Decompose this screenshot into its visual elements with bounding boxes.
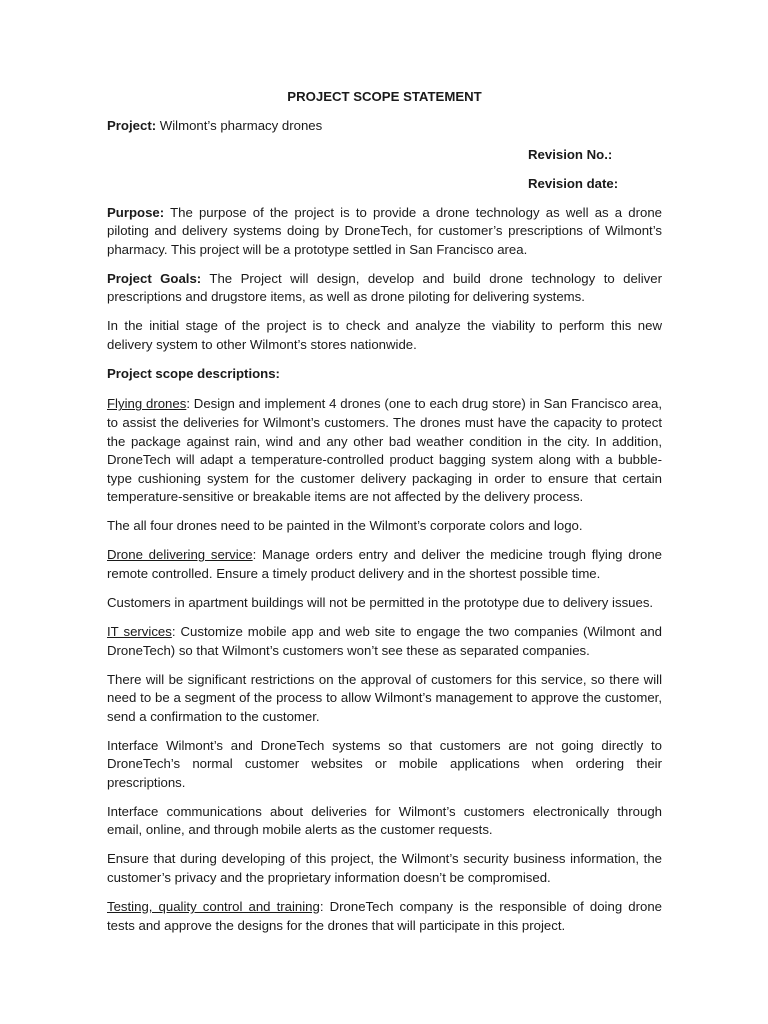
delivering-service-paragraph [107, 546, 662, 583]
project-label: Project: [107, 117, 157, 133]
purpose-text: The purpose of the project is to provide a drone technology as well as a drone piloting and delivery systems doing by DroneTech, for customer’s prescriptions of Wilmont’s pharmacy. This project will be a prototype settled in San Francisco area. [107, 204, 662, 257]
it-services-label: IT services [107, 623, 172, 639]
project-line [107, 117, 662, 136]
initial-stage-paragraph: In the initial stage of the project is to check and analyze the viability to perform this new delivery system to other Wilmont’s stores nationwide. [107, 318, 662, 352]
apartment-paragraph: Customers in apartment buildings will not be permitted in the prototype due to delivery issues. [107, 594, 654, 610]
testing-paragraph [107, 898, 662, 935]
document-page [107, 88, 662, 946]
goals-paragraph [107, 270, 662, 307]
testing-text: : DroneTech company is the responsible of doing drone tests and approve the designs for the drones that will participate in this project. [107, 899, 662, 933]
goals-label: Project Goals: [107, 270, 202, 286]
document-title: PROJECT SCOPE STATEMENT [287, 89, 482, 104]
scope-heading: Project scope descriptions: [107, 365, 280, 381]
revision-date-label: Revision date: [528, 175, 619, 191]
painted-paragraph: The all four drones need to be painted in the Wilmont’s corporate colors and logo. [107, 518, 583, 534]
project-name: Wilmont’s pharmacy drones [156, 117, 323, 133]
delivering-service-label: Drone delivering service [107, 547, 253, 563]
interface-paragraph: Interface Wilmont’s and DroneTech systems so that customers are not going directly to DroneTech’s normal customer websites or mobile applications when ordering their prescriptions. [107, 737, 662, 790]
it-services-text: : Customize mobile app and web site to engage the two companies (Wilmont and DroneTech) so that Wilmont’s customers won’t see these as separated companies. [107, 623, 662, 658]
flying-drones-text: : Design and implement 4 drones (one to each drug store) in San Francisco area, to assist the deliveries for Wilmont’s customers. The drones must have the capacity to protect the package against rain, wind and any other bad weather condition in the city. In addition, DroneTech will adapt a temperature-controlled product bagging system along with a bubble-type cushioning system for the customer delivery packaging in order to ensure that certain temperature-sensitive or breakable items are not affected by the delivery process. [107, 396, 662, 505]
it-services-paragraph [107, 623, 662, 660]
revision-no-label: Revision No.: [528, 146, 613, 162]
delivering-service-text: : Manage orders entry and deliver the medicine trough flying drone remote controlled. Ensure a timely product delivery and in the shortest possible time. [107, 547, 662, 581]
flying-drones-paragraph [107, 395, 662, 507]
security-paragraph: Ensure that during developing of this project, the Wilmont’s security business information, the customer’s privacy and the proprietary information doesn’t be compromised. [107, 851, 662, 886]
goals-text: The Project will design, develop and build drone technology to deliver prescriptions and drugstore items, as well as drone piloting for delivering systems. [107, 270, 662, 305]
purpose-paragraph [107, 204, 662, 260]
restrictions-paragraph: There will be significant restrictions on the approval of customers for this service, so there will need to be a segment of the process to allow Wilmont’s management to approve the customer, send a confirmation to the customer. [107, 671, 662, 724]
testing-label: Testing, quality control and training [107, 899, 320, 915]
purpose-label: Purpose: [107, 204, 165, 220]
communications-paragraph: Interface communications about deliveries for Wilmont’s customers electronically through email, online, and through mobile alerts as the customer requests. [107, 803, 662, 838]
flying-drones-label: Flying drones [107, 396, 187, 412]
